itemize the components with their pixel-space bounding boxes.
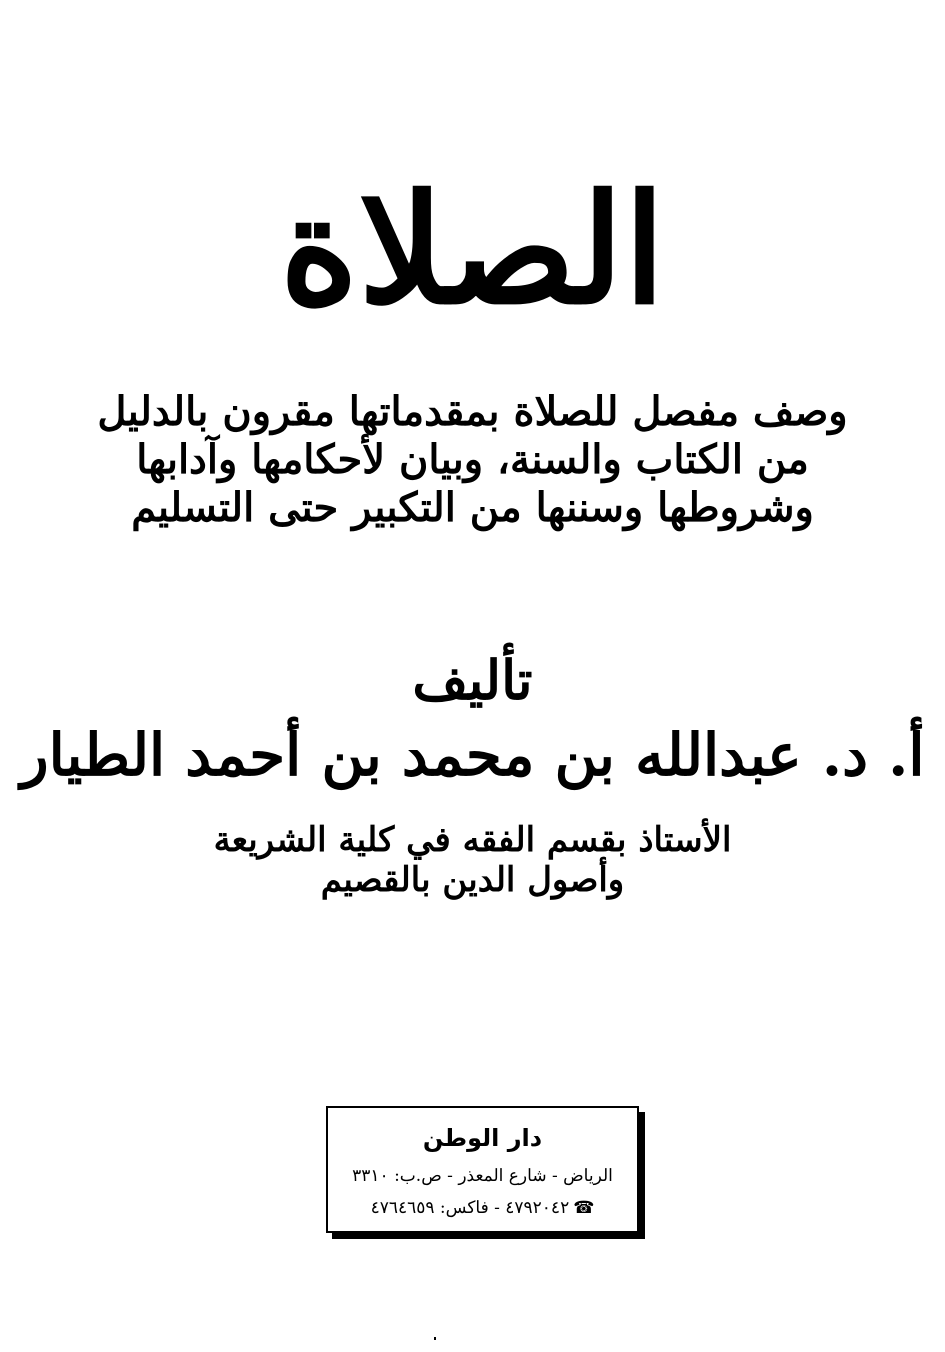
publisher-name: دار الوطن [422, 1124, 543, 1152]
telephone-icon: ☎ [573, 1198, 595, 1218]
book-title: الصلاة [279, 162, 666, 338]
publisher-box [326, 1106, 639, 1233]
author-role-line-1: الأستاذ بقسم الفقه في كلية الشريعة [213, 820, 732, 860]
subtitle-line-2: من الكتاب والسنة، وبيان لأحكامها وآدابها [136, 436, 809, 483]
publisher-contact [328, 1196, 637, 1220]
publisher-phone-fax: ٤٧٩٢٠٤٢ - فاكس: ٤٧٦٤٦٥٩ [370, 1198, 570, 1218]
publisher-address: الرياض - شارع المعذر - ص.ب: ٣٣١٠ [352, 1166, 613, 1186]
page-speck [434, 1337, 436, 1340]
subtitle-line-3: وشروطها وسننها من التكبير حتى التسليم [131, 484, 814, 531]
author-name: أ. د. عبدالله بن محمد بن أحمد الطيار [20, 721, 925, 789]
authored-by-label: تأليف [412, 648, 533, 712]
subtitle-line-1: وصف مفصل للصلاة بمقدماتها مقرون بالدليل [97, 388, 848, 435]
author-role-line-2: وأصول الدين بالقصيم [320, 860, 625, 900]
